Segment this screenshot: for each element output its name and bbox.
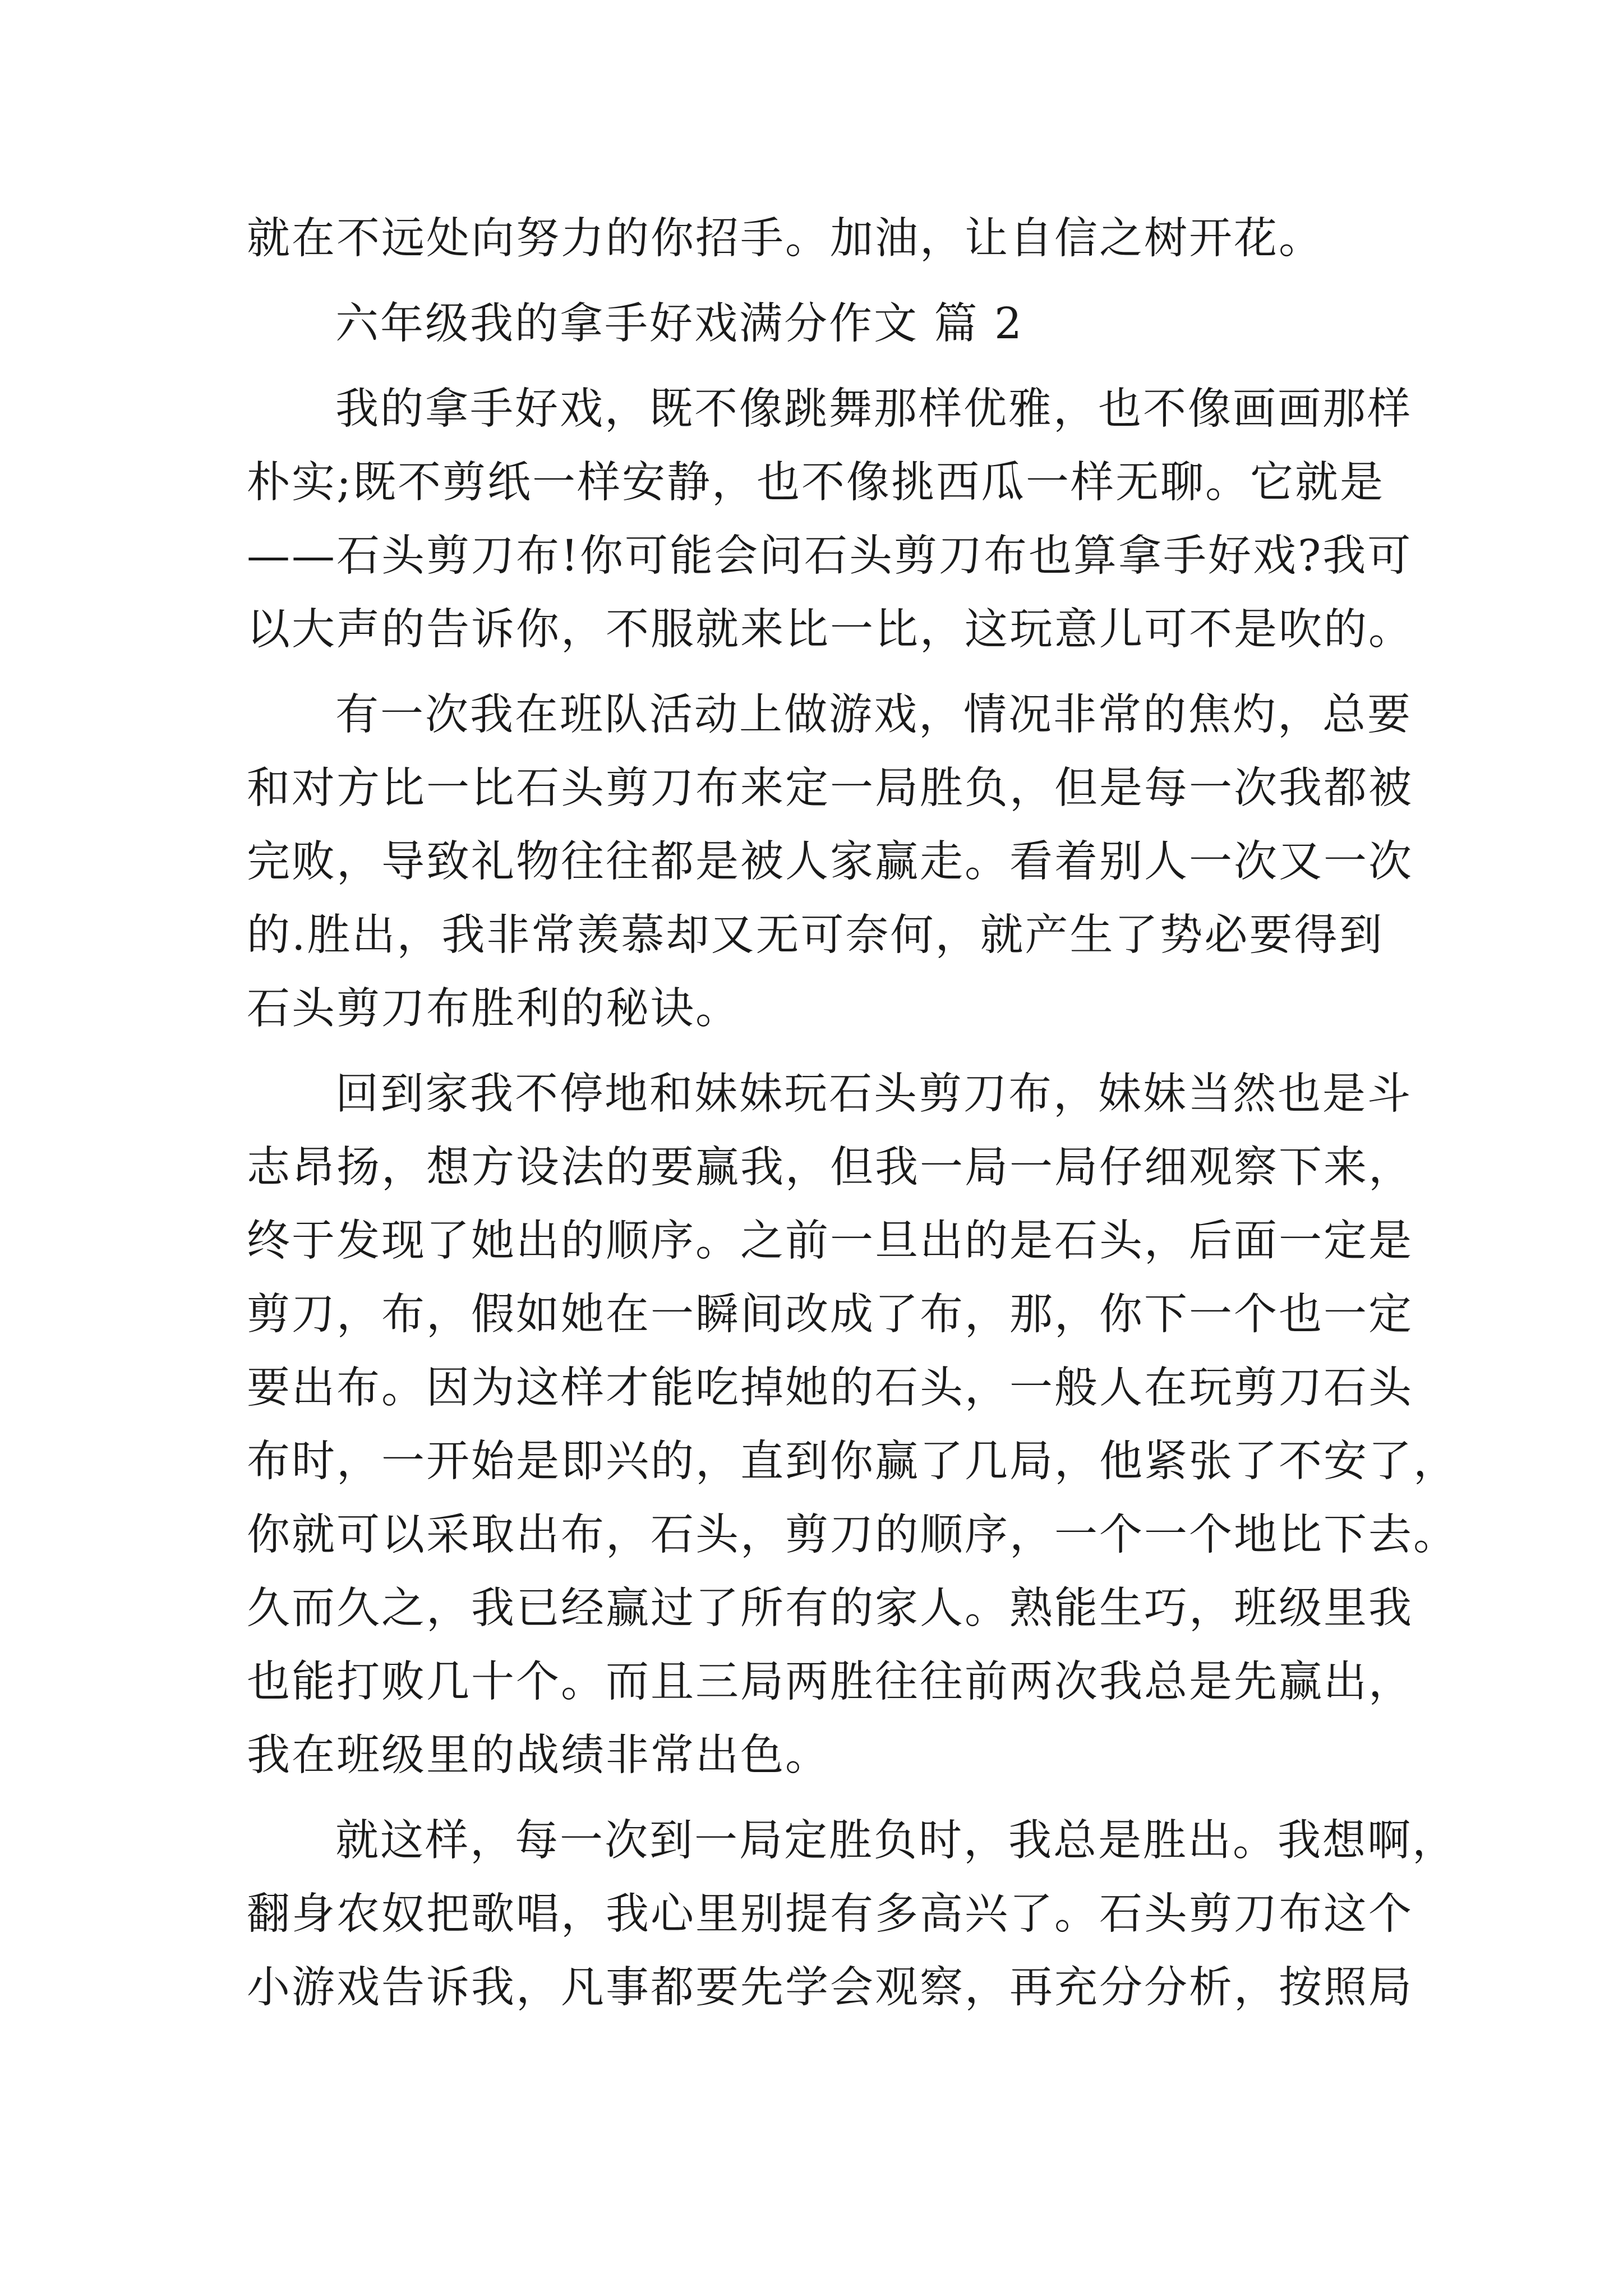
text-line: 石头剪刀布胜利的秘诀。 [247,984,740,1034]
text-line: 剪刀，布，假如她在一瞬间改成了布，那，你下一个也一定 [247,1290,1413,1340]
section-heading: 六年级我的拿手好戏满分作文 篇 2 [335,299,1023,349]
text-line: 要出布。因为这样才能吃掉她的石头，一般人在玩剪刀石头 [247,1363,1413,1413]
text-line: 翻身农奴把歌唱，我心里别提有多高兴了。石头剪刀布这个 [247,1889,1413,1939]
essay-text [247,202,1458,2024]
text-line: 小游戏告诉我，凡事都要先学会观察，再充分分析，按照局 [247,1963,1413,2013]
text-line: 就这样，每一次到一局定胜负时，我总是胜出。我想啊， [335,1816,1457,1866]
text-line: ——石头剪刀布!你可能会问石头剪刀布也算拿手好戏?我可 [247,531,1413,581]
text-line: 有一次我在班队活动上做游戏，情况非常的焦灼，总要 [335,690,1412,740]
text-line: 你就可以采取出布，石头，剪刀的顺序，一个一个地比下去。 [247,1510,1458,1560]
text-line: 我在班级里的战绩非常出色。 [247,1731,830,1780]
text-line: 久而久之，我已经赢过了所有的家人。熟能生巧，班级里我 [247,1584,1413,1634]
text-line: 朴实;既不剪纸一样安静，也不像挑西瓜一样无聊。它就是 [247,458,1385,508]
text-line: 终于发现了她出的顺序。之前一旦出的是石头，后面一定是 [247,1216,1413,1266]
text-line: 完败，导致礼物往往都是被人家赢走。看着别人一次又一次 [247,837,1413,887]
text-line: 的.胜出，我非常羡慕却又无可奈何，就产生了势必要得到 [247,910,1384,960]
text-line: 以大声的告诉你，不服就来比一比，这玩意儿可不是吹的。 [247,605,1413,655]
text-line: 就在不远处向努力的你招手。加油，让自信之树开花。 [247,214,1324,264]
text-line: 回到家我不停地和妹妹玩石头剪刀布，妹妹当然也是斗 [335,1069,1412,1119]
text-line: 志昂扬，想方设法的要赢我，但我一局一局仔细观察下来， [247,1143,1413,1193]
text-line: 我的拿手好戏，既不像跳舞那样优雅，也不像画画那样 [335,384,1412,434]
text-line: 也能打败几十个。而且三局两胜往往前两次我总是先赢出， [247,1657,1413,1707]
text-line: 和对方比一比石头剪刀布来定一局胜负，但是每一次我都被 [247,763,1413,813]
text-line: 布时，一开始是即兴的，直到你赢了几局，他紧张了不安了， [247,1437,1458,1487]
